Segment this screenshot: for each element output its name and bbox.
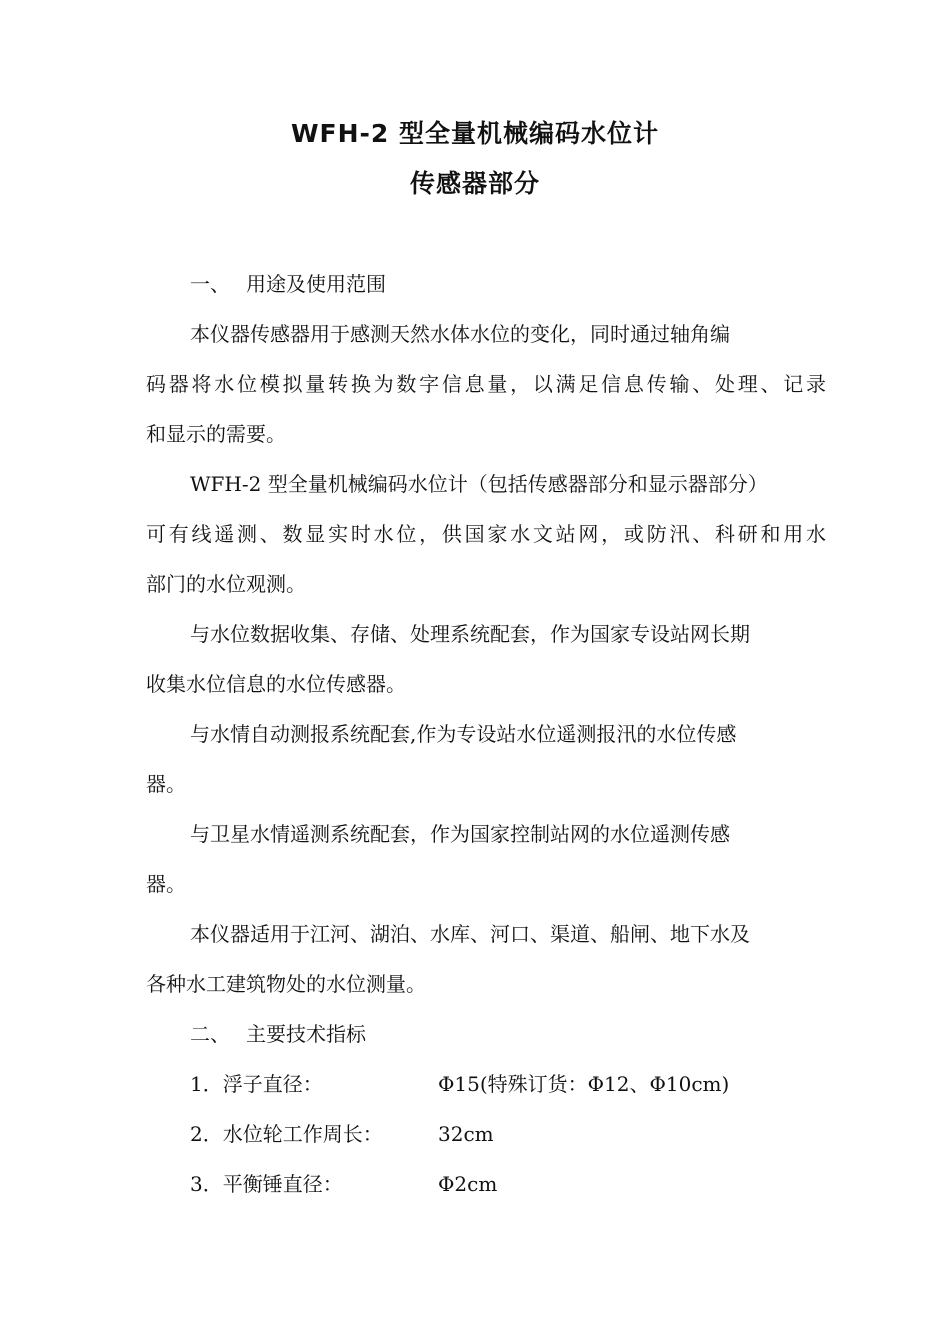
- paragraph-line: 与水位数据收集、存储、处理系统配套，作为国家专设站网长期: [190, 622, 750, 646]
- section-heading-1: [190, 270, 870, 298]
- paragraph-line: WFH-2 型全量机械编码水位计（包括传感器部分和显示器部分）: [190, 472, 768, 496]
- spec-value: Φ15(特殊订货：Φ12、Φ10cm): [438, 1072, 730, 1096]
- section-number: 一、: [190, 272, 230, 296]
- spec-label: 2．水位轮工作周长：: [190, 1122, 383, 1146]
- document-title: WFH-2 型全量机械编码水位计: [290, 119, 660, 148]
- spec-row: [190, 1120, 870, 1148]
- spec-value: Φ2cm: [438, 1172, 498, 1196]
- section-heading-2: [190, 1020, 870, 1048]
- paragraph-line: 与卫星水情遥测系统配套，作为国家控制站网的水位遥测传感: [190, 822, 730, 846]
- paragraph-line: 收集水位信息的水位传感器。: [146, 672, 406, 696]
- paragraph-line: 各种水工建筑物处的水位测量。: [146, 972, 426, 996]
- paragraph-line: 码器将水位模拟量转换为数字信息量，以满足信息传输、处理、记录: [146, 372, 826, 396]
- section-title: 主要技术指标: [246, 1022, 366, 1046]
- section-title: 用途及使用范围: [246, 272, 386, 296]
- paragraph-line: 器。: [146, 772, 186, 796]
- paragraph-line: 和显示的需要。: [146, 422, 286, 446]
- spec-value: 32cm: [438, 1122, 494, 1146]
- paragraph-line: 与水情自动测报系统配套,作为专设站水位遥测报汛的水位传感: [190, 722, 737, 746]
- paragraph-line: 器。: [146, 872, 186, 896]
- paragraph-line: 本仪器适用于江河、湖泊、水库、河口、渠道、船闸、地下水及: [190, 922, 750, 946]
- section-number: 二、: [190, 1022, 230, 1046]
- spec-row: [190, 1170, 870, 1198]
- spec-row: [190, 1070, 870, 1098]
- paragraph-line: 可有线遥测、数显实时水位，供国家水文站网，或防汛、科研和用水: [146, 522, 826, 546]
- spec-label: 3．平衡锤直径：: [190, 1172, 343, 1196]
- paragraph-line: 部门的水位观测。: [146, 572, 306, 596]
- spec-label: 1．浮子直径：: [190, 1072, 323, 1096]
- paragraph-line: 本仪器传感器用于感测天然水体水位的变化，同时通过轴角编: [190, 322, 730, 346]
- document-subtitle: 传感器部分: [409, 169, 540, 198]
